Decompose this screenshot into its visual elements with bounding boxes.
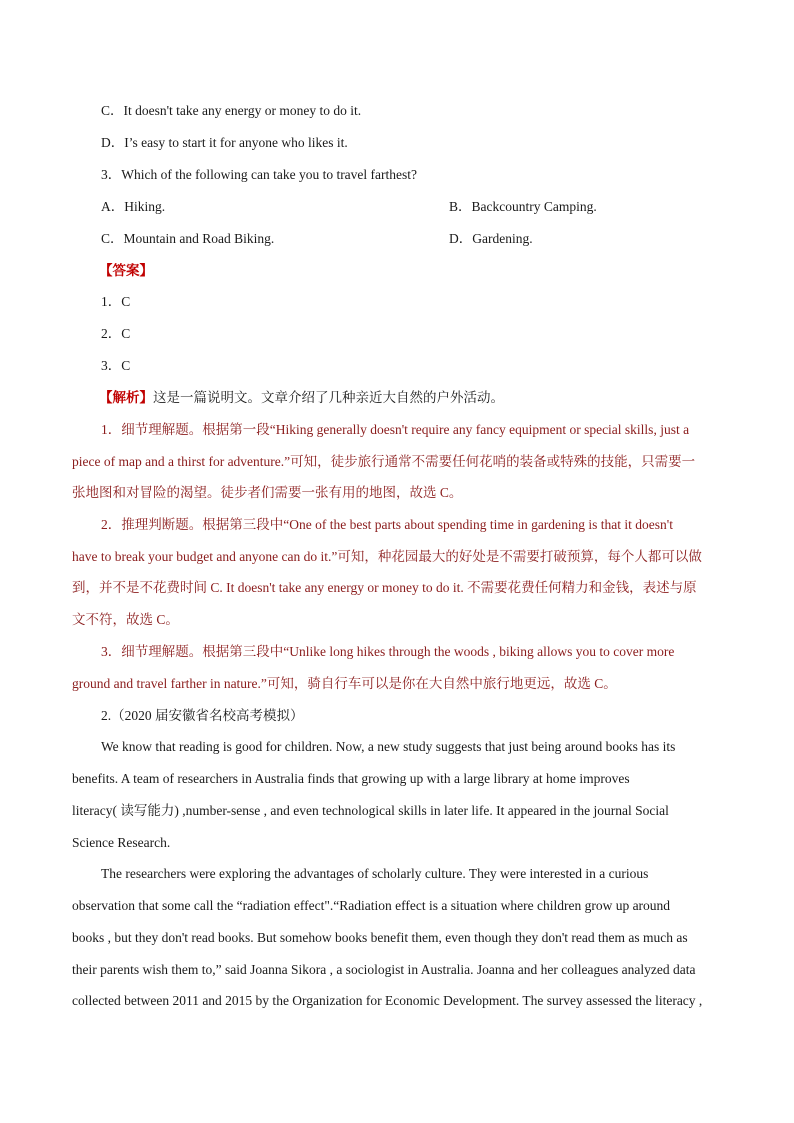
q3-option-b: B．Backcountry Camping.	[449, 199, 597, 214]
answer-2: 2．C	[101, 326, 131, 341]
q3-option-d: D．Gardening.	[449, 231, 533, 246]
analysis-3-line-2: ground and travel farther in nature.”可知，骑自行车可以是你在大自然中旅行地更远，故选 C。	[72, 676, 617, 691]
passage-2-p1-line-1: We know that reading is good for children. Now, a new study suggests that just being around books has its	[101, 739, 676, 754]
analysis-1-line-1: 1．细节理解题。根据第一段“Hiking generally doesn't require any fancy equipment or special skills, just a	[101, 422, 690, 437]
analysis-intro: 这是一篇说明文。文章介绍了几种亲近大自然的户外活动。	[153, 390, 504, 405]
analysis-header	[101, 388, 761, 408]
q3-options-row-1	[101, 197, 761, 217]
passage-2-p2-line-2: observation that some call the “radiation effect".“Radiation effect is a situation where children grow up around	[72, 898, 671, 913]
answer-3: 3．C	[101, 358, 131, 373]
passage-2-p2-line-5: collected between 2011 and 2015 by the Organization for Economic Development. The survey assessed the literacy ,	[72, 993, 703, 1008]
analysis-2-line-4: 文不符，故选 C。	[72, 612, 179, 627]
analysis-1-line-2: piece of map and a thirst for adventure.”可知，徒步旅行通常不需要任何花哨的装备或特殊的技能，只需要一	[72, 454, 696, 469]
passage-2-p1-line-2: benefits. A team of researchers in Australia finds that growing up with a large library at home improves	[72, 771, 630, 786]
analysis-2-line-2: have to break your budget and anyone can do it.”可知，种花园最大的好处是不需要打破预算，每个人都可以做	[72, 549, 702, 564]
q3-option-a: A．Hiking.	[101, 199, 166, 214]
passage-2-p1-line-3: literacy( 读写能力) ,number-sense , and even technological skills in later life. It appeared in the journal Social	[72, 803, 669, 818]
analysis-2-line-1: 2．推理判断题。根据第三段中“One of the best parts about spending time in gardening is that it doesn't	[101, 517, 673, 532]
answer-tag: 【答案】	[99, 263, 153, 278]
q2-option-c: C．It doesn't take any energy or money to do it.	[101, 103, 362, 118]
answer-1: 1．C	[101, 294, 131, 309]
passage-2-p2-line-3: books , but they don't read books. But somehow books benefit them, even though they don't read them as much as	[72, 930, 688, 945]
passage-2-p2-line-1: The researchers were exploring the advantages of scholarly culture. They were interested in a curious	[101, 866, 649, 881]
q2-option-d: D．I’s easy to start it for anyone who likes it.	[101, 135, 348, 150]
analysis-2-line-3: 到，并不是不花费时间 C. It doesn't take any energy or money to do it. 不需要花费任何精力和金钱，表述与原	[72, 580, 697, 595]
passage-2-p2-line-4: their parents wish them to,” said Joanna Sikora , a sociologist in Australia. Joanna and her colleagues analyzed data	[72, 962, 696, 977]
analysis-1-line-3: 张地图和对冒险的渴望。徒步者们需要一张有用的地图，故选 C。	[72, 485, 463, 500]
q3-options-row-2	[101, 229, 761, 249]
passage-2-p1-line-4: Science Research.	[72, 835, 171, 850]
passage-2-source: 2.（2020 届安徽省名校高考模拟）	[101, 708, 304, 723]
analysis-3-line-1: 3．细节理解题。根据第三段中“Unlike long hikes through the woods , biking allows you to cover more	[101, 644, 675, 659]
q3-stem: 3．Which of the following can take you to travel farthest?	[101, 167, 418, 182]
q3-option-c: C．Mountain and Road Biking.	[101, 231, 275, 246]
analysis-tag: 【解析】	[99, 390, 153, 405]
